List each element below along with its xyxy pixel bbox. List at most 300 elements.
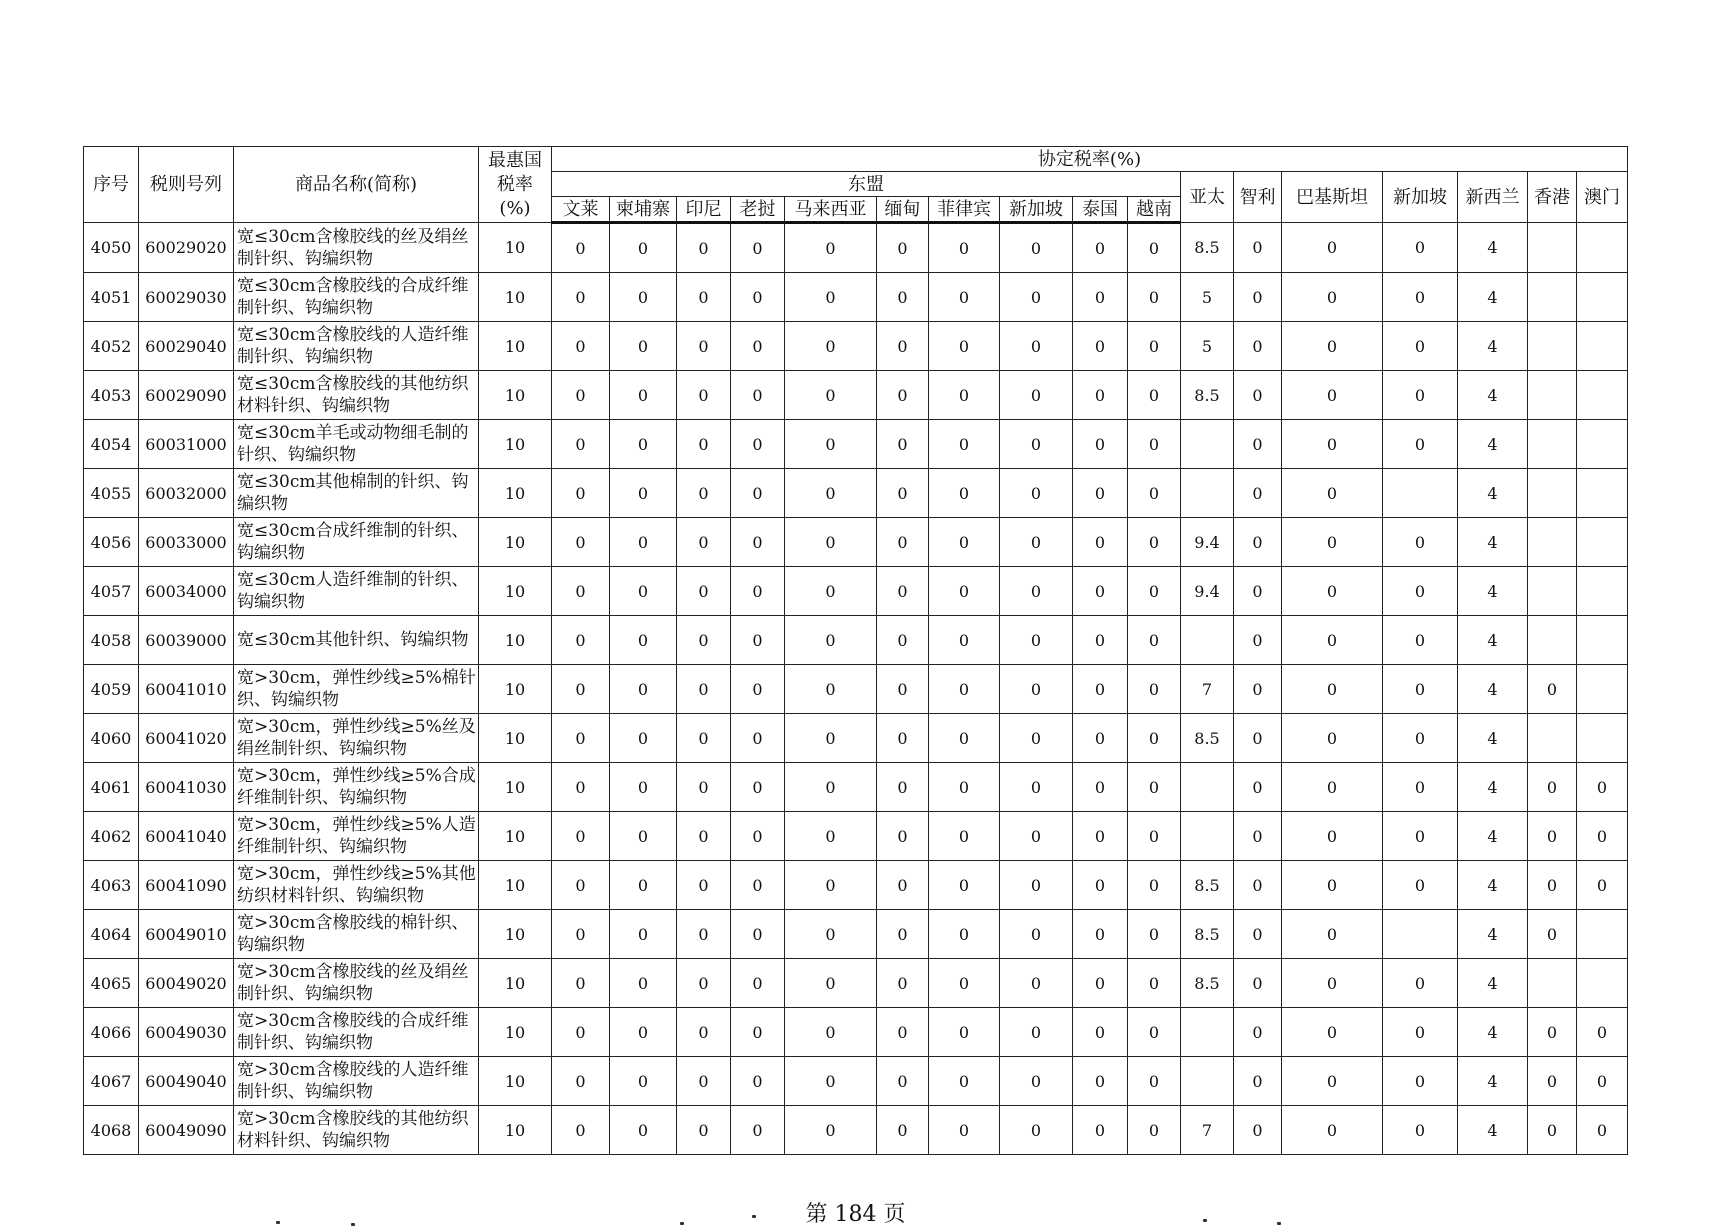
- row-agreement-rate: [1383, 469, 1458, 518]
- row-asean-rate: 0: [1128, 567, 1181, 616]
- row-seq: 4068: [84, 1106, 139, 1155]
- row-asean-rate: 0: [877, 1106, 929, 1155]
- row-seq: 4051: [84, 273, 139, 322]
- row-asean-rate: 0: [1128, 420, 1181, 469]
- row-agreement-rate: 4: [1458, 273, 1528, 322]
- row-asean-rate: 0: [877, 1057, 929, 1106]
- row-agreement-rate: 8.5: [1181, 223, 1234, 273]
- row-seq: 4057: [84, 567, 139, 616]
- row-seq: 4059: [84, 665, 139, 714]
- row-mfn-rate: 10: [479, 469, 552, 518]
- row-agreement-rate: 0: [1282, 910, 1383, 959]
- asean-member-header: 老挝: [731, 197, 785, 223]
- row-seq: 4054: [84, 420, 139, 469]
- row-agreement-rate: 0: [1282, 469, 1383, 518]
- row-asean-rate: 0: [677, 763, 731, 812]
- row-seq: 4056: [84, 518, 139, 567]
- row-agreement-rate: [1577, 420, 1628, 469]
- row-asean-rate: 0: [877, 959, 929, 1008]
- row-mfn-rate: 10: [479, 371, 552, 420]
- row-tariff-code: 60049090: [139, 1106, 234, 1155]
- row-agreement-rate: 0: [1282, 223, 1383, 273]
- row-tariff-code: 60049010: [139, 910, 234, 959]
- row-agreement-rate: [1577, 223, 1628, 273]
- row-seq: 4064: [84, 910, 139, 959]
- row-asean-rate: 0: [929, 469, 1000, 518]
- col-other-header: 智利: [1234, 172, 1282, 223]
- row-product-name: 宽≤30cm含橡胶线的合成纤维制针织、钩编织物: [234, 273, 479, 322]
- row-agreement-rate: [1528, 616, 1577, 665]
- row-seq: 4061: [84, 763, 139, 812]
- row-agreement-rate: [1181, 1057, 1234, 1106]
- row-agreement-rate: 9.4: [1181, 518, 1234, 567]
- row-agreement-rate: [1577, 371, 1628, 420]
- row-agreement-rate: 0: [1528, 812, 1577, 861]
- row-asean-rate: 0: [785, 567, 877, 616]
- row-asean-rate: 0: [1073, 1106, 1128, 1155]
- row-agreement-rate: [1577, 665, 1628, 714]
- row-tariff-code: 60049030: [139, 1008, 234, 1057]
- row-agreement-rate: 0: [1282, 420, 1383, 469]
- row-asean-rate: 0: [610, 223, 677, 273]
- row-asean-rate: 0: [677, 322, 731, 371]
- row-asean-rate: 0: [677, 1057, 731, 1106]
- row-tariff-code: 60041040: [139, 812, 234, 861]
- row-tariff-code: 60029030: [139, 273, 234, 322]
- row-asean-rate: 0: [877, 1008, 929, 1057]
- row-agreement-rate: 4: [1458, 371, 1528, 420]
- row-agreement-rate: 0: [1577, 1106, 1628, 1155]
- row-asean-rate: 0: [1073, 812, 1128, 861]
- row-asean-rate: 0: [1073, 518, 1128, 567]
- row-agreement-rate: [1181, 1008, 1234, 1057]
- row-asean-rate: 0: [552, 910, 610, 959]
- asean-member-header: 文莱: [552, 197, 610, 223]
- asean-member-header: 越南: [1128, 197, 1181, 223]
- row-seq: 4050: [84, 223, 139, 273]
- row-agreement-rate: 0: [1234, 1057, 1282, 1106]
- row-asean-rate: 0: [731, 910, 785, 959]
- row-agreement-rate: 0: [1383, 763, 1458, 812]
- row-agreement-rate: 0: [1282, 273, 1383, 322]
- row-asean-rate: 0: [731, 223, 785, 273]
- row-agreement-rate: [1528, 518, 1577, 567]
- row-asean-rate: 0: [731, 567, 785, 616]
- row-mfn-rate: 10: [479, 1106, 552, 1155]
- row-agreement-rate: [1577, 273, 1628, 322]
- row-asean-rate: 0: [552, 518, 610, 567]
- row-asean-rate: 0: [677, 861, 731, 910]
- row-asean-rate: 0: [785, 812, 877, 861]
- row-agreement-rate: 8.5: [1181, 714, 1234, 763]
- table-row: [84, 1106, 1628, 1155]
- row-agreement-rate: 0: [1234, 1106, 1282, 1155]
- row-asean-rate: 0: [1073, 567, 1128, 616]
- table-body: [84, 223, 1628, 1155]
- row-asean-rate: 0: [731, 861, 785, 910]
- row-asean-rate: 0: [610, 763, 677, 812]
- col-code-header: 税则号列: [139, 147, 234, 223]
- row-product-name: 宽>30cm，弹性纱线≥5%合成纤维制针织、钩编织物: [234, 763, 479, 812]
- row-asean-rate: 0: [552, 812, 610, 861]
- row-asean-rate: 0: [785, 420, 877, 469]
- row-agreement-rate: [1577, 518, 1628, 567]
- row-agreement-rate: 0: [1234, 1008, 1282, 1057]
- row-asean-rate: 0: [1000, 518, 1073, 567]
- row-agreement-rate: 0: [1282, 616, 1383, 665]
- row-asean-rate: 0: [1000, 1008, 1073, 1057]
- row-tariff-code: 60041030: [139, 763, 234, 812]
- row-agreement-rate: 0: [1528, 1057, 1577, 1106]
- table-row: [84, 812, 1628, 861]
- row-asean-rate: 0: [877, 469, 929, 518]
- table-row: [84, 469, 1628, 518]
- row-asean-rate: 0: [552, 469, 610, 518]
- row-asean-rate: 0: [877, 763, 929, 812]
- row-asean-rate: 0: [877, 665, 929, 714]
- row-agreement-rate: 4: [1458, 567, 1528, 616]
- row-asean-rate: 0: [610, 518, 677, 567]
- row-seq: 4060: [84, 714, 139, 763]
- row-asean-rate: 0: [1128, 910, 1181, 959]
- row-agreement-rate: 4: [1458, 1008, 1528, 1057]
- row-product-name: 宽>30cm含橡胶线的棉针织、钩编织物: [234, 910, 479, 959]
- row-agreement-rate: [1528, 567, 1577, 616]
- row-agreement-rate: 0: [1282, 861, 1383, 910]
- row-asean-rate: 0: [731, 665, 785, 714]
- row-asean-rate: 0: [610, 1057, 677, 1106]
- row-agreement-rate: 0: [1234, 959, 1282, 1008]
- row-agreement-rate: 0: [1528, 1106, 1577, 1155]
- row-asean-rate: 0: [1000, 763, 1073, 812]
- row-tariff-code: 60041020: [139, 714, 234, 763]
- row-agreement-rate: 0: [1282, 1057, 1383, 1106]
- row-asean-rate: 0: [552, 567, 610, 616]
- row-asean-rate: 0: [785, 322, 877, 371]
- row-asean-rate: 0: [1000, 714, 1073, 763]
- row-asean-rate: 0: [610, 616, 677, 665]
- asean-member-header: 缅甸: [877, 197, 929, 223]
- row-asean-rate: 0: [731, 371, 785, 420]
- row-product-name: 宽>30cm，弹性纱线≥5%棉针织、钩编织物: [234, 665, 479, 714]
- row-product-name: 宽>30cm，弹性纱线≥5%人造纤维制针织、钩编织物: [234, 812, 479, 861]
- table-row: [84, 518, 1628, 567]
- row-mfn-rate: 10: [479, 812, 552, 861]
- row-asean-rate: 0: [929, 322, 1000, 371]
- row-asean-rate: 0: [1073, 861, 1128, 910]
- row-tariff-code: 60033000: [139, 518, 234, 567]
- row-asean-rate: 0: [610, 469, 677, 518]
- row-asean-rate: 0: [929, 223, 1000, 273]
- row-mfn-rate: 10: [479, 322, 552, 371]
- row-agreement-rate: 4: [1458, 518, 1528, 567]
- row-asean-rate: 0: [929, 910, 1000, 959]
- col-name-header: 商品名称(简称): [234, 147, 479, 223]
- row-asean-rate: 0: [1073, 714, 1128, 763]
- row-asean-rate: 0: [1128, 812, 1181, 861]
- row-seq: 4062: [84, 812, 139, 861]
- row-asean-rate: 0: [785, 518, 877, 567]
- row-asean-rate: 0: [1128, 1008, 1181, 1057]
- row-asean-rate: 0: [785, 371, 877, 420]
- row-agreement-rate: 0: [1234, 322, 1282, 371]
- mfn-header-line2: 税率: [497, 173, 533, 195]
- row-agreement-rate: 0: [1383, 420, 1458, 469]
- row-asean-rate: 0: [1128, 469, 1181, 518]
- row-asean-rate: 0: [610, 665, 677, 714]
- row-asean-rate: 0: [610, 1106, 677, 1155]
- row-asean-rate: 0: [785, 1008, 877, 1057]
- row-agreement-rate: [1528, 322, 1577, 371]
- row-agreement-rate: [1577, 910, 1628, 959]
- col-other-header: 新西兰: [1458, 172, 1528, 223]
- row-asean-rate: 0: [1073, 665, 1128, 714]
- row-asean-rate: 0: [552, 959, 610, 1008]
- row-asean-rate: 0: [877, 273, 929, 322]
- row-mfn-rate: 10: [479, 665, 552, 714]
- row-seq: 4067: [84, 1057, 139, 1106]
- row-agreement-rate: 0: [1577, 763, 1628, 812]
- row-asean-rate: 0: [552, 1057, 610, 1106]
- row-tariff-code: 60041010: [139, 665, 234, 714]
- row-asean-rate: 0: [1128, 1106, 1181, 1155]
- row-asean-rate: 0: [552, 371, 610, 420]
- table-row: [84, 1057, 1628, 1106]
- row-agreement-rate: 0: [1282, 665, 1383, 714]
- row-asean-rate: 0: [929, 959, 1000, 1008]
- row-agreement-rate: [1528, 469, 1577, 518]
- row-asean-rate: 0: [1000, 469, 1073, 518]
- row-asean-rate: 0: [677, 420, 731, 469]
- row-asean-rate: 0: [1000, 567, 1073, 616]
- row-agreement-rate: 0: [1383, 567, 1458, 616]
- row-product-name: 宽≤30cm羊毛或动物细毛制的针织、钩编织物: [234, 420, 479, 469]
- row-agreement-rate: 8.5: [1181, 861, 1234, 910]
- row-mfn-rate: 10: [479, 567, 552, 616]
- row-asean-rate: 0: [1128, 518, 1181, 567]
- row-asean-rate: 0: [1128, 322, 1181, 371]
- row-agreement-rate: 0: [1383, 322, 1458, 371]
- row-asean-rate: 0: [1073, 616, 1128, 665]
- row-product-name: 宽≤30cm合成纤维制的针织、钩编织物: [234, 518, 479, 567]
- row-agreement-rate: 8.5: [1181, 371, 1234, 420]
- row-asean-rate: 0: [929, 1008, 1000, 1057]
- row-asean-rate: 0: [785, 665, 877, 714]
- row-agreement-rate: [1383, 910, 1458, 959]
- asean-member-header: 菲律宾: [929, 197, 1000, 223]
- row-agreement-rate: 0: [1234, 763, 1282, 812]
- row-asean-rate: 0: [677, 518, 731, 567]
- asean-member-header: 新加坡: [1000, 197, 1073, 223]
- row-agreement-rate: 4: [1458, 714, 1528, 763]
- row-agreement-rate: [1181, 616, 1234, 665]
- table-row: [84, 616, 1628, 665]
- col-other-header: 亚太: [1181, 172, 1234, 223]
- row-agreement-rate: 0: [1282, 959, 1383, 1008]
- row-asean-rate: 0: [731, 1057, 785, 1106]
- row-agreement-rate: 0: [1383, 812, 1458, 861]
- row-agreement-rate: 0: [1383, 371, 1458, 420]
- row-agreement-rate: 0: [1282, 518, 1383, 567]
- row-asean-rate: 0: [929, 371, 1000, 420]
- row-tariff-code: 60029020: [139, 223, 234, 273]
- row-agreement-rate: 0: [1234, 812, 1282, 861]
- row-agreement-rate: 4: [1458, 812, 1528, 861]
- row-asean-rate: 0: [1000, 616, 1073, 665]
- row-agreement-rate: 0: [1383, 1008, 1458, 1057]
- row-asean-rate: 0: [1128, 665, 1181, 714]
- row-product-name: 宽>30cm含橡胶线的丝及绢丝制针织、钩编织物: [234, 959, 479, 1008]
- row-asean-rate: 0: [1128, 763, 1181, 812]
- row-asean-rate: 0: [731, 1008, 785, 1057]
- row-seq: 4066: [84, 1008, 139, 1057]
- row-agreement-rate: 0: [1234, 714, 1282, 763]
- row-asean-rate: 0: [677, 223, 731, 273]
- row-agreement-rate: [1528, 959, 1577, 1008]
- row-asean-rate: 0: [929, 861, 1000, 910]
- row-asean-rate: 0: [877, 714, 929, 763]
- table-row: [84, 273, 1628, 322]
- row-agreement-rate: 0: [1234, 469, 1282, 518]
- row-asean-rate: 0: [929, 1057, 1000, 1106]
- row-agreement-rate: 0: [1383, 959, 1458, 1008]
- row-agreement-rate: 0: [1234, 567, 1282, 616]
- row-tariff-code: 60041090: [139, 861, 234, 910]
- row-asean-rate: 0: [731, 714, 785, 763]
- row-asean-rate: 0: [610, 420, 677, 469]
- row-asean-rate: 0: [877, 371, 929, 420]
- row-asean-rate: 0: [785, 910, 877, 959]
- row-asean-rate: 0: [610, 959, 677, 1008]
- row-agreement-rate: 0: [1528, 861, 1577, 910]
- row-asean-rate: 0: [1128, 223, 1181, 273]
- row-asean-rate: 0: [785, 616, 877, 665]
- row-agreement-rate: 0: [1577, 1008, 1628, 1057]
- table-row: [84, 1008, 1628, 1057]
- row-mfn-rate: 10: [479, 420, 552, 469]
- row-mfn-rate: 10: [479, 910, 552, 959]
- row-tariff-code: 60029040: [139, 322, 234, 371]
- row-asean-rate: 0: [1000, 910, 1073, 959]
- col-other-header: 巴基斯坦: [1282, 172, 1383, 223]
- row-mfn-rate: 10: [479, 763, 552, 812]
- row-asean-rate: 0: [731, 763, 785, 812]
- row-asean-rate: 0: [1128, 371, 1181, 420]
- row-tariff-code: 60034000: [139, 567, 234, 616]
- row-asean-rate: 0: [929, 420, 1000, 469]
- mfn-header-line1: 最惠国: [488, 149, 542, 171]
- row-asean-rate: 0: [552, 420, 610, 469]
- col-mfn-header: [479, 147, 552, 223]
- row-agreement-rate: 4: [1458, 1106, 1528, 1155]
- row-asean-rate: 0: [677, 469, 731, 518]
- row-tariff-code: 60031000: [139, 420, 234, 469]
- col-seq-header: 序号: [84, 147, 139, 223]
- row-agreement-rate: [1181, 420, 1234, 469]
- row-agreement-rate: 0: [1383, 714, 1458, 763]
- row-product-name: 宽≤30cm含橡胶线的人造纤维制针织、钩编织物: [234, 322, 479, 371]
- row-agreement-rate: [1528, 371, 1577, 420]
- row-agreement-rate: 0: [1528, 1008, 1577, 1057]
- row-agreement-rate: 0: [1282, 812, 1383, 861]
- row-asean-rate: 0: [1000, 273, 1073, 322]
- row-asean-rate: 0: [785, 469, 877, 518]
- table-header: [84, 147, 1628, 223]
- row-asean-rate: 0: [731, 959, 785, 1008]
- row-agreement-rate: 4: [1458, 1057, 1528, 1106]
- row-agreement-rate: [1577, 469, 1628, 518]
- row-asean-rate: 0: [677, 616, 731, 665]
- row-asean-rate: 0: [929, 273, 1000, 322]
- row-asean-rate: 0: [677, 1008, 731, 1057]
- row-agreement-rate: [1577, 616, 1628, 665]
- table-row: [84, 714, 1628, 763]
- row-asean-rate: 0: [677, 1106, 731, 1155]
- row-asean-rate: 0: [731, 420, 785, 469]
- row-asean-rate: 0: [1073, 469, 1128, 518]
- row-mfn-rate: 10: [479, 616, 552, 665]
- row-agreement-rate: [1181, 812, 1234, 861]
- row-agreement-rate: 4: [1458, 616, 1528, 665]
- asean-member-header: 泰国: [1073, 197, 1128, 223]
- row-agreement-rate: 7: [1181, 665, 1234, 714]
- page-number: 第 184 页: [805, 1202, 906, 1227]
- row-asean-rate: 0: [1128, 861, 1181, 910]
- row-asean-rate: 0: [1000, 420, 1073, 469]
- row-agreement-rate: 0: [1234, 518, 1282, 567]
- row-asean-rate: 0: [1073, 273, 1128, 322]
- row-asean-rate: 0: [677, 812, 731, 861]
- col-other-header: 澳门: [1577, 172, 1628, 223]
- row-product-name: 宽>30cm，弹性纱线≥5%丝及绢丝制针织、钩编织物: [234, 714, 479, 763]
- row-asean-rate: 0: [1073, 420, 1128, 469]
- row-asean-rate: 0: [677, 959, 731, 1008]
- row-tariff-code: 60032000: [139, 469, 234, 518]
- row-asean-rate: 0: [610, 371, 677, 420]
- row-asean-rate: 0: [785, 1057, 877, 1106]
- row-mfn-rate: 10: [479, 273, 552, 322]
- row-agreement-rate: 0: [1234, 616, 1282, 665]
- row-agreement-rate: 0: [1383, 861, 1458, 910]
- row-agreement-rate: 0: [1234, 861, 1282, 910]
- row-agreement-rate: 0: [1383, 665, 1458, 714]
- row-asean-rate: 0: [731, 469, 785, 518]
- row-mfn-rate: 10: [479, 1057, 552, 1106]
- row-asean-rate: 0: [731, 812, 785, 861]
- row-asean-rate: 0: [731, 616, 785, 665]
- row-agreement-rate: 4: [1458, 469, 1528, 518]
- row-asean-rate: 0: [1128, 273, 1181, 322]
- row-agreement-rate: 0: [1282, 763, 1383, 812]
- row-asean-rate: 0: [1128, 714, 1181, 763]
- row-tariff-code: 60029090: [139, 371, 234, 420]
- col-other-header: 新加坡: [1383, 172, 1458, 223]
- row-product-name: 宽≤30cm含橡胶线的丝及绢丝制针织、钩编织物: [234, 223, 479, 273]
- row-asean-rate: 0: [929, 812, 1000, 861]
- row-asean-rate: 0: [1000, 371, 1073, 420]
- row-asean-rate: 0: [877, 420, 929, 469]
- row-agreement-rate: 0: [1282, 1008, 1383, 1057]
- row-agreement-rate: 9.4: [1181, 567, 1234, 616]
- row-asean-rate: 0: [1000, 861, 1073, 910]
- row-asean-rate: 0: [1000, 665, 1073, 714]
- row-agreement-rate: 0: [1282, 1106, 1383, 1155]
- row-asean-rate: 0: [552, 763, 610, 812]
- row-agreement-rate: 0: [1383, 518, 1458, 567]
- row-asean-rate: 0: [552, 322, 610, 371]
- table-row: [84, 665, 1628, 714]
- row-asean-rate: 0: [785, 273, 877, 322]
